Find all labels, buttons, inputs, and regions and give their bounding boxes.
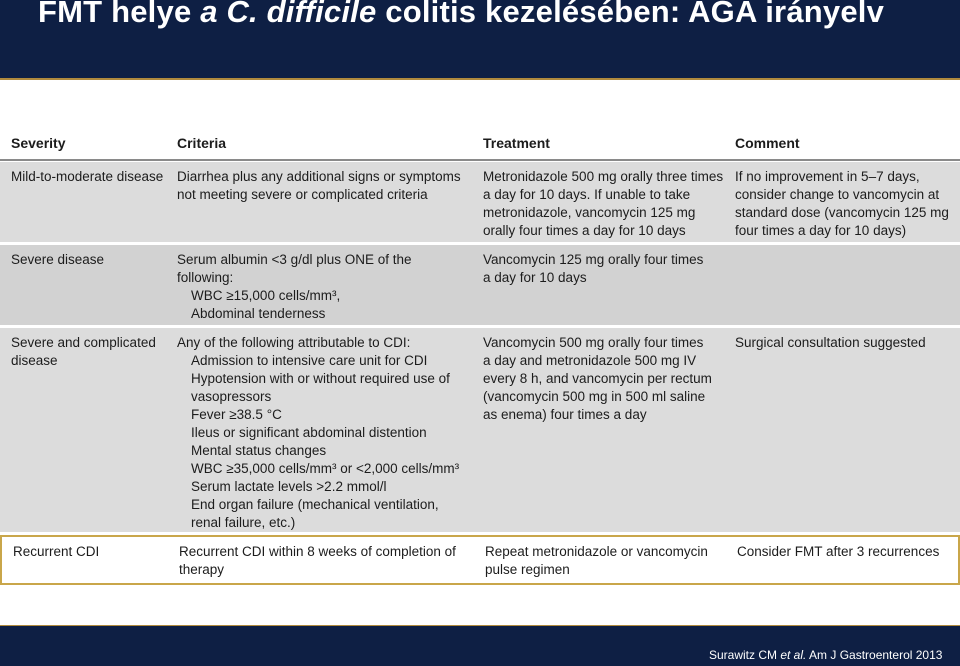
criteria-sub-item: End organ failure (mechanical ventilation, [191,497,439,512]
cell-line: Vancomycin 125 mg orally four times [483,252,704,267]
treatment-cell [483,334,728,424]
title-text-1: FMT helye [38,0,201,29]
treatment-cell [483,168,728,240]
cell-line: metronidazole, vancomycin 125 mg [483,205,696,220]
header-criteria: Criteria [177,135,227,151]
criteria-cell [177,251,477,323]
title-text-italic: a C. difficile [200,0,377,29]
criteria-sub-item: Ileus or significant abdominal distention [191,425,427,440]
severity-cell [11,251,171,269]
cell-line: Any of the following attributable to CDI: [177,335,411,350]
cell-line: every 8 h, and vancomycin per rectum [483,371,712,386]
criteria-sub-item: Mental status changes [191,443,327,458]
table-row [0,328,960,532]
criteria-cell [179,543,479,579]
cell-line: Recurrent CDI within 8 weeks of completion of [179,544,456,559]
treatment-cell [485,543,730,579]
header-comment: Comment [735,135,800,151]
cell-line: Mild-to-moderate disease [11,169,164,184]
criteria-sub-item: Abdominal tenderness [191,306,326,321]
criteria-sub-item: Fever ≥38.5 °C [191,407,282,422]
cell-line: Recurrent CDI [13,544,100,559]
cell-line: a day and metronidazole 500 mg IV [483,353,697,368]
treatment-cell [483,251,728,287]
table-row-highlighted [0,535,960,585]
comment-cell [735,334,957,352]
criteria-cell [177,168,477,204]
cell-line: (vancomycin 500 mg in 500 ml saline [483,389,706,404]
cell-line: Surgical consultation suggested [735,335,926,350]
cell-line: a day for 10 days. If unable to take [483,187,691,202]
cell-line: four times a day for 10 days) [735,223,907,238]
criteria-sub-item: Hypotension with or without required use of [191,371,450,386]
cell-line: orally four times a day for 10 days [483,223,686,238]
cell-line: If no improvement in 5–7 days, [735,169,920,184]
table-row [0,162,960,242]
header-severity: Severity [11,135,66,151]
criteria-sub-item: Admission to intensive care unit for CDI [191,353,428,368]
panel-bottom [0,585,960,626]
criteria-cell [177,334,477,532]
severity-cell [11,168,171,186]
comment-cell [737,543,959,561]
severity-cell [11,334,171,370]
cell-line: Vancomycin 500 mg orally four times [483,335,704,350]
criteria-sub-item: Serum lactate levels >2.2 mmol/l [191,479,387,494]
table-header [0,125,960,161]
citation [709,648,942,662]
title-bar [0,0,960,78]
table-row [0,245,960,325]
header-treatment: Treatment [483,135,550,151]
cell-line: Consider FMT after 3 recurrences [737,544,940,559]
cell-line: Metronidazole 500 mg orally three times [483,169,724,184]
cell-line: Diarrhea plus any additional signs or symptoms [177,169,461,184]
cell-line: not meeting severe or complicated criteria [177,187,428,202]
citation-etal: et al. [780,648,807,662]
comment-cell [735,168,957,240]
cell-line: pulse regimen [485,562,570,577]
cell-line: standard dose (vancomycin 125 mg [735,205,949,220]
cell-line: consider change to vancomycin at [735,187,940,202]
slide-title [38,0,884,30]
severity-cell [13,543,173,561]
cell-line: Repeat metronidazole or vancomycin [485,544,708,559]
cell-line: Severe disease [11,252,105,267]
criteria-sub-item: WBC ≥35,000 cells/mm³ or <2,000 cells/mm³ [191,461,460,476]
cell-line: following: [177,270,234,285]
criteria-sub-item: WBC ≥15,000 cells/mm³, [191,288,341,303]
citation-authors: Surawitz CM [709,648,781,662]
cell-line: Severe and complicated [11,335,156,350]
cell-line: a day for 10 days [483,270,587,285]
criteria-sub-item: renal failure, etc.) [191,515,296,530]
cell-line: disease [11,353,58,368]
citation-journal: Am J Gastroenterol 2013 [806,648,943,662]
criteria-sub-item: vasopressors [191,389,272,404]
cell-line: Serum albumin <3 g/dl plus ONE of the [177,252,412,267]
title-text-2: colitis kezelésében: AGA irányelv [376,0,885,29]
cell-line: therapy [179,562,225,577]
cell-line: as enema) four times a day [483,407,647,422]
